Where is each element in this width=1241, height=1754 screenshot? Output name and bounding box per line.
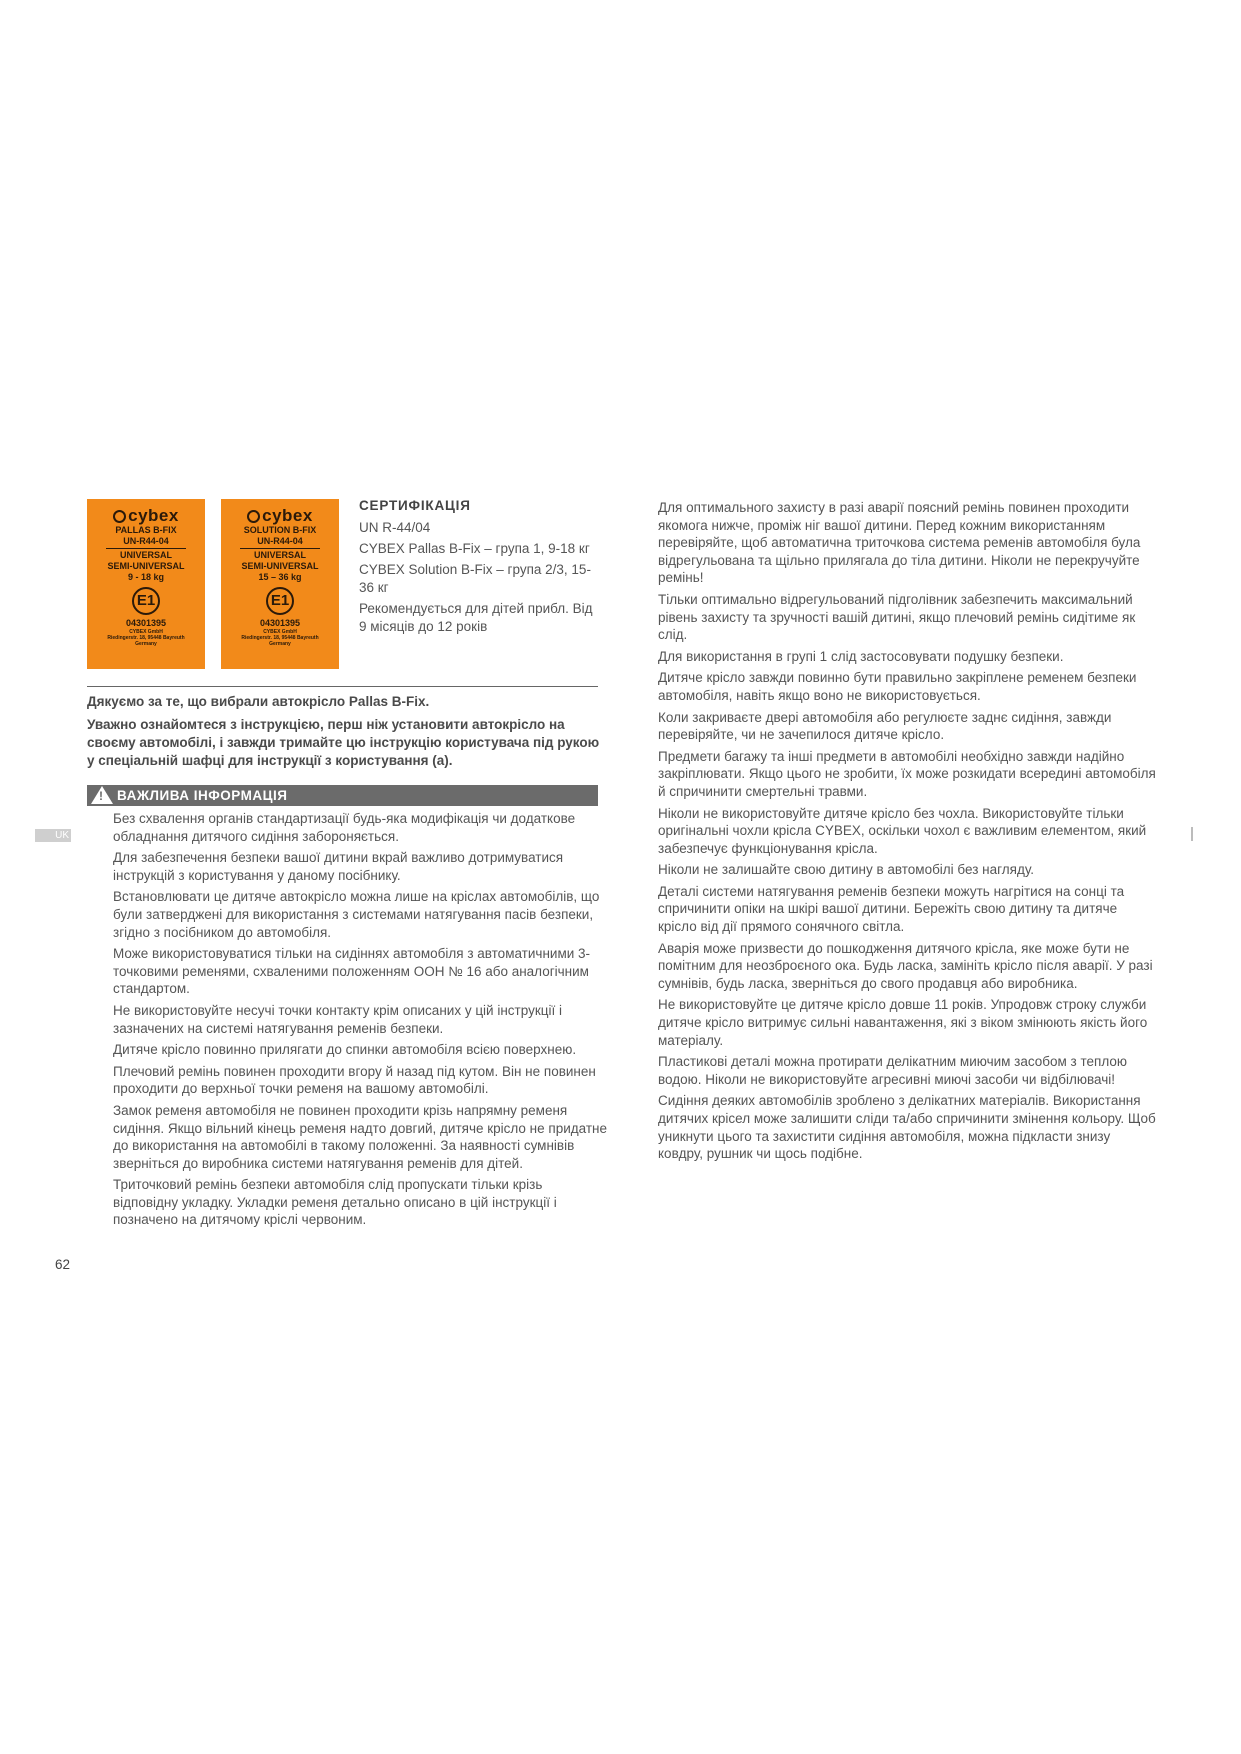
label-model: SOLUTION B-FIX: [243, 525, 317, 535]
cybex-logo-icon: [113, 510, 126, 523]
certification-block: [359, 497, 599, 639]
e1-mark-icon: E1: [266, 587, 294, 615]
edge-marker: [1191, 827, 1193, 841]
paragraph: Аварія може призвести до пошкодження дитячого крісла, яке може бути не помітним для неозброєного ока. Будь ласка, замініть крісло після аварії. У разі сумнівів, будь ласка, зверніться до свого продавця або виробника.: [658, 940, 1153, 991]
paragraph: Ніколи не використовуйте дитяче крісло без чохла. Використовуйте тільки оригінальні чохли крісла CYBEX, оскільки чохол є важливим елементом, який забезпечує функціонування крісла.: [658, 805, 1147, 856]
paragraph: Замок ременя автомобіля не повинен проходити крізь напрямну ременя сидіння. Якщо вільний кінець ременя надто довгий, дитяче крісло не придатне до використання на автомобілі в такому положенні. За наявності сумнівів зверніться до виробника системи натягування ременів для дітей.: [113, 1102, 607, 1171]
approval-label-solution: [221, 499, 339, 669]
paragraph: Не використовуйте несучі точки контакту крім описаних у цій інструкції і зазначених на системі натягування ременів безпеки.: [113, 1002, 562, 1036]
cybex-logo: cybex: [87, 507, 205, 525]
label-maker-1: CYBEX GmbH: [129, 629, 163, 635]
certification-heading: СЕРТИФІКАЦІЯ: [359, 498, 471, 513]
paragraph: Встановлювати це дитяче автокрісло можна лише на кріслах автомобілів, що були затверджені для використання з системами натягування пасів безпеки, згідно з посібником до автомобіля.: [113, 889, 600, 940]
label-category-2: SEMI-UNIVERSAL: [241, 561, 319, 571]
certification-standard: UN R-44/04: [359, 520, 431, 535]
label-category-1: UNIVERSAL: [253, 550, 306, 560]
label-standard: UN-R44-04: [257, 536, 303, 546]
label-approval-number: 04301395: [259, 618, 301, 628]
label-weight: 15 – 36 kg: [258, 572, 302, 582]
language-tab: UK: [35, 829, 71, 842]
label-model: PALLAS B-FIX: [115, 525, 177, 535]
important-info-heading: ВАЖЛИВА ІНФОРМАЦІЯ: [117, 788, 288, 803]
label-maker-3: Germany: [135, 641, 157, 647]
thanks-text: Дякуємо за те, що вибрали автокрісло Pallas B-Fix.: [87, 694, 430, 709]
label-category-1: UNIVERSAL: [119, 550, 172, 560]
paragraph: Плечовий ремінь повинен проходити вгору й назад під кутом. Він не повинен проходити до верхньої точки ременя на вашому автомобілі.: [113, 1063, 596, 1097]
paragraph: Для оптимального захисту в разі аварії поясний ремінь повинен проходити якомога нижче, проміж ніг вашої дитини. Перед кожним використанням перевіряйте, щоб автоматична триточкова система ременів автомобіля була відрегульована та щільно прилягала до тіла дитини. Ніколи не перекручуйте ремінь!: [658, 500, 1141, 586]
intro-text: Уважно ознайомтеся з інструкцією, перш ніж установити автокрісло на своєму автомобілі, і завжди тримайте цю інструкцію користувача під рукою у спеціальній шафці для інструкції з користування (a).: [87, 717, 600, 768]
paragraph: Коли закриваєте двері автомобіля або регулюєте заднє сидіння, завжди перевіряйте, чи не зачепилося дитяче крісло.: [658, 709, 1112, 743]
certification-pallas: CYBEX Pallas B-Fix – група 1, 9-18 кг: [359, 541, 590, 556]
label-weight: 9 - 18 kg: [127, 572, 165, 582]
label-category-2: SEMI-UNIVERSAL: [107, 561, 185, 571]
paragraph: Для забезпечення безпеки вашої дитини вкрай важливо дотримуватися інструкцій з користування у даному посібнику.: [113, 850, 564, 883]
paragraph: Для використання в групі 1 слід застосовувати подушку безпеки.: [658, 648, 1064, 664]
label-standard: UN-R44-04: [123, 536, 169, 546]
paragraph: Дитяче крісло повинно прилягати до спинки автомобіля всією поверхнею.: [113, 1042, 577, 1058]
paragraph: Деталі системи натягування ременів безпеки можуть нагрітися на сонці та спричинити опіки на шкірі вашої дитини. Бережіть свою дитину та дитяче крісло від дії прямого сонячного світла.: [658, 883, 1125, 935]
paragraph: Ніколи не залишайте свою дитину в автомобілі без нагляду.: [658, 862, 1034, 878]
warning-triangle-icon: !: [91, 786, 113, 804]
approval-label-pallas: [87, 499, 205, 669]
left-column: [113, 810, 608, 1233]
paragraph: Сидіння деяких автомобілів зроблено з делікатних матеріалів. Використання дитячих крісел може залишити сліди та/або спричинити змінення кольору. Щоб уникнути цього та захистити сидіння автомобіля, можна підкласти знизу ковдру, рушник чи щось подібне.: [658, 1093, 1156, 1162]
cybex-logo-icon: [247, 510, 260, 523]
label-maker-2: Riedingerstr. 18, 95448 Bayreuth: [107, 635, 185, 641]
label-maker-1: CYBEX GmbH: [263, 629, 297, 635]
paragraph: Триточковий ремінь безпеки автомобіля слід пропускати тільки крізь відповідну укладку. Укладки ременя детально описано в цій інструкції і позначено на дитячому кріслі червоним.: [113, 1177, 557, 1228]
certification-solution: CYBEX Solution B-Fix – група 2/3, 15-36 кг: [359, 562, 591, 595]
label-approval-number: 04301395: [125, 618, 167, 628]
certification-age: Рекомендується для дітей прибл. Від 9 місяців до 12 років: [359, 601, 593, 634]
paragraph: Може використовуватися тільки на сидіннях автомобіля з автоматичними 3-точковими ременями, схваленими положенням ООН № 16 або аналогічним стандартом.: [113, 946, 591, 997]
label-maker-3: Germany: [269, 641, 291, 647]
page-number: 62: [55, 1257, 71, 1272]
e1-mark-icon: E1: [132, 587, 160, 615]
paragraph: Пластикові деталі можна протирати делікатним миючим засобом з теплою водою. Ніколи не використовуйте агресивні миючі засоби чи відбілювачі!: [658, 1054, 1128, 1087]
paragraph: Предмети багажу та інші предмети в автомобілі необхідно завжди надійно закріплювати. Якщо цього не зробити, їх може розкидати всередині автомобіля й спричинити смертельні травми.: [658, 748, 1156, 799]
section-divider: [87, 686, 598, 687]
label-divider: [240, 548, 320, 549]
paragraph: Без схвалення органів стандартизації будь-яка модифікація чи додаткове обладнання дитячого сидіння забороняється.: [113, 811, 576, 844]
right-column: [658, 499, 1158, 1167]
cybex-logo: cybex: [221, 507, 339, 525]
important-info-bar: [87, 785, 598, 806]
label-maker-2: Riedingerstr. 18, 95448 Bayreuth: [241, 635, 319, 641]
paragraph: Не використовуйте це дитяче крісло довше 11 років. Упродовж строку служби дитяче крісло витримує сильні навантаження, які з віком змінюють якість його матеріалу.: [658, 997, 1148, 1048]
paragraph: Тільки оптимально відрегульований підголівник забезпечить максимальний рівень захисту та зручності вашій дитині, якщо плечовий ремінь сидітиме як слід.: [658, 591, 1136, 643]
paragraph: Дитяче крісло завжди повинно бути правильно закріплене ременем безпеки автомобіля, навіть якщо воно не використовується.: [658, 670, 1137, 703]
label-divider: [106, 548, 186, 549]
